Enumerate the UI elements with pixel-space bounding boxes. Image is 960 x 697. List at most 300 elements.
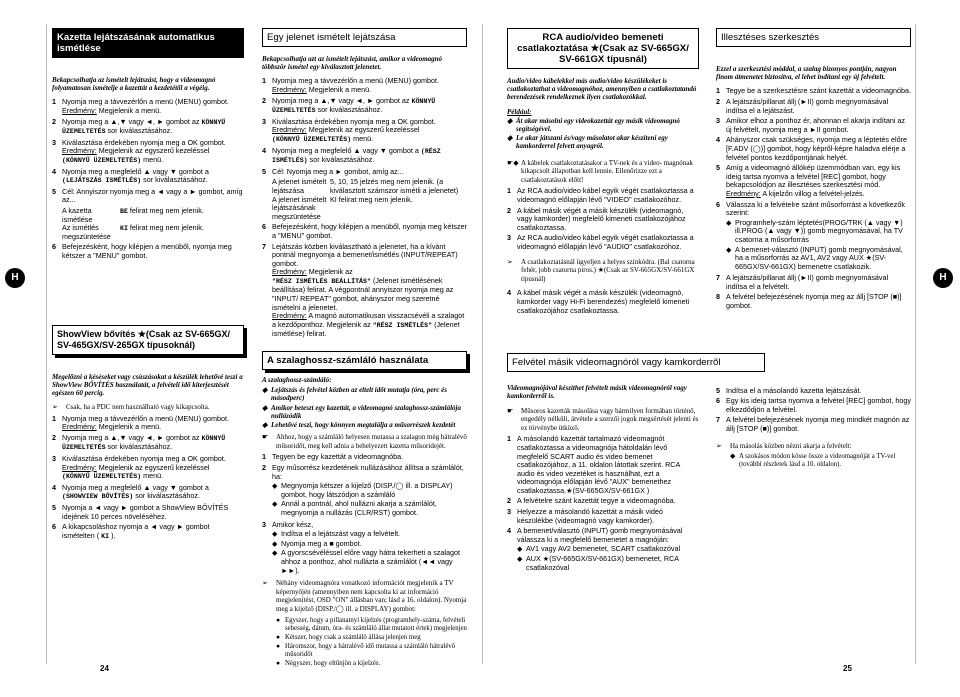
note-display xyxy=(262,579,467,613)
step-instruction-cont: menü. xyxy=(143,471,164,481)
step-item xyxy=(716,274,911,291)
language-tab-right: H xyxy=(933,268,953,288)
step-item xyxy=(262,168,467,177)
step-instruction: Helyezze a másolandó kazettát a másik videó készülékbe (videomagnó vagy kamkorder). xyxy=(517,507,663,525)
result-label: Eredmény: xyxy=(272,267,307,277)
step-number: 4 xyxy=(262,145,266,155)
step-instruction: Tegye be a szerkesztésre szánt kazettát a videomagnóba. xyxy=(726,86,911,96)
step-item xyxy=(52,415,244,432)
step-number: 6 xyxy=(262,222,266,232)
step-instruction: Nyomja meg a távvezérlőn a menü (MENU) gombot. xyxy=(272,76,439,86)
bullet-item xyxy=(276,643,467,659)
note-copy xyxy=(507,407,699,433)
result-label: Eredmény: xyxy=(62,422,97,432)
step-item xyxy=(52,168,244,186)
bullet-item xyxy=(272,540,467,549)
bullet-icon: ● xyxy=(276,642,281,650)
step-number: 3 xyxy=(52,454,56,464)
note-arrow-icon: ➢ xyxy=(507,257,513,266)
step-item xyxy=(716,201,911,273)
step-number: 1 xyxy=(507,186,511,196)
steps-list xyxy=(507,187,699,251)
step-item xyxy=(262,521,467,577)
step-text xyxy=(272,118,467,145)
display-bullets xyxy=(276,617,467,668)
step-item xyxy=(262,147,467,166)
section-title: Kazetta lejátszásának automatikus ismétlése xyxy=(52,28,244,58)
step-item xyxy=(507,497,699,506)
bullet-icon: ◆ xyxy=(517,544,523,554)
step-item xyxy=(716,117,911,134)
option-label: A jelenet ismételt lejátszása xyxy=(272,177,327,195)
step-text xyxy=(272,223,467,240)
page-number-left: 24 xyxy=(100,664,109,673)
step-text xyxy=(272,453,467,462)
bullet-icon: ◆ xyxy=(726,217,732,227)
step-number: 4 xyxy=(507,288,511,298)
step-text xyxy=(726,274,911,291)
result-label: Eredmény: xyxy=(726,188,761,198)
step-number: 2 xyxy=(52,432,56,442)
step-item xyxy=(716,98,911,115)
step-instruction: A bemenet/választó (INPUT) gomb megnyomásával válassza ki a megfelelő bemenetet a magnóján: xyxy=(517,526,683,544)
bullet-icon: ◆ xyxy=(272,529,278,539)
menu-item-text: (KÖNNYŰ ÜZEMELTETÉS) xyxy=(62,156,142,164)
bullet-text: Annál a pontnál, ahol nullázni akarja a számlálót, megnyomja a nullázás (CLR/RST) gombot. xyxy=(281,499,437,517)
step-number: 6 xyxy=(716,396,720,406)
bullet-item xyxy=(507,134,699,150)
bullet-item xyxy=(262,386,467,402)
hint xyxy=(507,159,699,185)
step-instruction: Nyomja meg a megfelelő ▲ vagy ▼ gombot a xyxy=(272,145,419,155)
center-divider xyxy=(482,24,483,664)
step-instruction: Befejezésként, hogy kilépjen a menüből, nyomja meg kétszer a "MENU" gombot. xyxy=(62,242,232,260)
bullet-item xyxy=(262,404,467,420)
step-text xyxy=(272,168,467,177)
column-2 xyxy=(262,28,467,669)
step-item xyxy=(262,118,467,145)
step-instruction: A másolandó kazettát tartalmazó videomagnót csatlakoztassa a videomagnója hátoldalán lévő megfelelő SCART audio és video bemenet csatlakozójához, a 11. oldalon látottak szerint. RCA audio és video vezetéket is használhat, ezt a videomagnója előlapján lévő "AUX" bemenethez csatlakoztassa.★(SV-665GX/SV-661GX ) xyxy=(517,434,680,495)
bullet-icon: ◆ xyxy=(272,481,278,491)
step-item xyxy=(262,77,467,94)
step-number: 2 xyxy=(716,97,720,106)
step-item xyxy=(716,136,911,162)
step-instruction: A kábel másik végét a másik készülék (videomagnó, kamkorder vagy Hi-Fi berendezés) megfelelő kimeneti csatlakozójához csatlakoztassa. xyxy=(517,288,690,315)
bullet-item xyxy=(276,617,467,633)
bullet-text: Négyszer, hogy eltűnjön a kijelzés. xyxy=(285,659,381,667)
result-text: Megjelenik az xyxy=(308,267,353,277)
step-text xyxy=(62,523,244,541)
steps-list xyxy=(262,77,467,339)
step-text xyxy=(517,187,699,204)
step-text xyxy=(272,464,467,519)
bullet-text: A gyorscsévéléssel előre vagy hátra tekerheti a szalagot ahhoz a ponthoz, ahol nullázta a számlálót (◄◄ vagy ►►). xyxy=(281,548,460,575)
step-item xyxy=(716,293,911,310)
step-instruction-cont: menü. xyxy=(143,154,164,164)
option-value: KI felirat meg nem jelenik. xyxy=(330,194,413,204)
option-label: Az ismétlés megszüntetése xyxy=(62,223,111,241)
left-divider xyxy=(46,24,47,664)
step-item xyxy=(507,435,699,495)
option-desc: felirat meg nem jelenik. xyxy=(129,223,204,233)
step-text xyxy=(726,416,911,433)
result-text: Megjelenik a menü. xyxy=(308,85,372,94)
step-number: 3 xyxy=(262,519,266,529)
bullet-icon: ◆ xyxy=(262,386,268,395)
note xyxy=(52,403,244,412)
intro-text-showview: Megelőzni a késéseket vagy csúszásokat a készülék lehetővé teszi a ShowView BŐVÍTÉS használatát, a felvételi idő kiterjesztését egészen 60 percig. xyxy=(52,372,243,397)
step-item xyxy=(716,87,911,96)
step-number: 4 xyxy=(507,526,511,536)
menu-item-text: (KÖNNYŰ ÜZEMELTETÉS) xyxy=(62,473,142,481)
step-text xyxy=(726,87,911,96)
result-label: Eredmény: xyxy=(62,462,97,472)
step-instruction: Egy kis ideig tartsa nyomva a felvétel [REC] gombot, hogy elkezdődjön a felvétel. xyxy=(726,396,911,414)
step-number: 4 xyxy=(52,166,56,176)
step-instruction: A kikapcsoláshoz nyomja a ◄ vagy ► gombot ismételten ( xyxy=(62,522,210,540)
step-number: 1 xyxy=(262,76,266,86)
bullet-text: Programhely-szám léptetés(PROG/TRK (▲ vagy ▼) ill.PROG (▲ vagy ▼)) gomb megnyomásával, ha TV csatorna a műsorforrás xyxy=(735,217,903,244)
bullet-text: A szokásos módon kösse össze a videomagnóját a TV-vel (további részletek lásd a 10. oldalon). xyxy=(739,453,896,469)
hand-icon: ☛ xyxy=(262,433,269,442)
bullet-item xyxy=(276,634,467,642)
step-instruction: Nyomja meg a távvezérlőn a menü (MENU) gombot. xyxy=(62,413,229,423)
bullet-text: AV1 vagy AV2 bemenetet, SCART csatlakozóval xyxy=(526,544,681,554)
step-text xyxy=(517,289,699,315)
step-item xyxy=(507,234,699,251)
step-instruction: Kiválasztása érdekében nyomja meg a OK gombot. xyxy=(62,454,226,464)
copy-steps xyxy=(507,435,699,573)
menu-item-text: (RÉSZ ISMÉTLÉS) xyxy=(272,147,441,165)
bullet-item xyxy=(272,482,467,499)
step-item xyxy=(716,164,911,198)
step-number: 2 xyxy=(262,463,266,473)
bullet-item xyxy=(517,545,699,554)
step-item xyxy=(262,464,467,519)
step-text xyxy=(62,415,244,432)
step-number: 1 xyxy=(507,434,511,444)
step-instruction: A kábel másik végét a másik készülék (videomagnó, vagy kamkorder) megfelelő kimeneti csatlakozójához csatlakoztassa. xyxy=(517,205,686,232)
step-number: 1 xyxy=(52,97,56,107)
step-instruction: A lejátszás/pillanat állj (►II) gomb megnyomásával indítsa el a felvételt. xyxy=(726,273,889,291)
hand-icon: ☛ xyxy=(507,406,514,415)
step-instruction: Amikor kész, xyxy=(272,519,314,529)
step-number: 2 xyxy=(262,95,266,105)
result-text: Megjelenik az egyszerű kezeléssel xyxy=(98,146,210,156)
step-item xyxy=(52,504,244,521)
bullet-text: Le akar játszani és/vagy másolatot akar készíteni egy kamkorderrel felvett anyagról. xyxy=(516,134,668,151)
step-instruction-cont: Nyomja meg a ► gombot, amíg az... xyxy=(286,166,404,176)
note-text: Ha másolás közben nézni akarja a felvételt: xyxy=(730,441,852,450)
step-item xyxy=(507,289,699,315)
menu-item-text: KÖNNYŰ ÜZEMELTETÉS xyxy=(62,118,226,136)
step-text xyxy=(726,201,911,273)
bullet-item xyxy=(272,500,467,517)
bullet-icon: ◆ xyxy=(507,134,513,143)
result-text: A magnó automatikusan visszacsévéli a szalagot a kezdőponthoz. Megjelenik az xyxy=(272,311,465,329)
step-instruction: A felvételre szánt kazettát tegye a videomagnóba. xyxy=(517,496,676,506)
step-text xyxy=(62,188,244,205)
step-instruction-cont: ). xyxy=(111,530,116,540)
section-title: Egy jelenet ismételt lejátszása xyxy=(262,28,467,47)
step-text xyxy=(62,98,244,115)
note-arrow-icon: ➢ xyxy=(716,441,722,450)
note-bullets xyxy=(730,453,911,469)
step-text xyxy=(517,497,699,506)
step-instruction: Nyomja meg a ▲,▼ vagy ◄, ► gombot az xyxy=(62,116,200,126)
menu-item-text: KÖNNYŰ ÜZEMELTETÉS xyxy=(272,97,436,115)
section-title-counter: A szalaghossz-számláló használata xyxy=(262,351,467,370)
bullet-icon: ◆ xyxy=(730,453,736,461)
step-instruction: Nyomja a ◄ vagy ► gombot a ShowView BŐVÍTÉS idejének 10 perces növeléséhez. xyxy=(62,503,229,521)
bullet-icon: ● xyxy=(276,633,281,641)
step-text xyxy=(62,139,244,166)
step-item xyxy=(52,484,244,502)
note-text: Műsoros kazetták másolása vagy bármilyen formában történő, engedély nélküli, átvétele a szerzői jogok megsértését jelenti és ez törvénybe ütköző. xyxy=(521,406,699,432)
step-number: 5 xyxy=(716,385,720,395)
bullet-item xyxy=(272,549,467,575)
step-instruction-cont: sor kiválasztásához. xyxy=(143,175,208,185)
step-result xyxy=(62,423,244,432)
step-number: 3 xyxy=(262,116,266,126)
sub-bullets xyxy=(726,219,911,272)
step-number: 3 xyxy=(716,116,720,126)
bullet-text: Háromszor, hogy a hátralévő idő mutassa a számláló hátralévõ műsoridőt xyxy=(285,642,456,658)
step-number: 1 xyxy=(716,86,720,96)
result-label: Eredmény: xyxy=(272,85,307,94)
result-text: Megjelenik a menü. xyxy=(98,106,162,115)
step-instruction: Kiválasztása érdekében nyomja meg a OK gombot. xyxy=(62,137,226,147)
step-text xyxy=(726,387,911,396)
step-item xyxy=(52,455,244,482)
bullet-item xyxy=(262,421,467,429)
option-label: A jelenet ismételt lejátszásának megszüntetése xyxy=(272,194,327,221)
step-item xyxy=(716,416,911,433)
step-result xyxy=(726,190,911,199)
step-item xyxy=(262,453,467,462)
step-instruction-cont: Annyiszor nyomja meg a ◄ vagy a ► gombot, amíg az... xyxy=(62,186,243,205)
option-label: A kazetta ismétlése xyxy=(62,205,93,224)
step-text xyxy=(517,207,699,233)
column-3 xyxy=(507,28,721,575)
step-instruction: Tegyen be egy kazettát a videomagnóba. xyxy=(272,452,404,462)
step-instruction: Nyomja meg a ▲,▼ vagy ◄, ► gombot az xyxy=(272,95,410,105)
step-number: 7 xyxy=(716,415,720,425)
counter-subtitle: A szalaghossz-számláló: xyxy=(262,376,332,385)
menu-item-text: (SHOWVIEW BŐVÍTÉS) xyxy=(62,493,134,501)
section-title-copy: Felvétel másik videomagnóról vagy kamkorderről xyxy=(507,353,765,372)
bullet-item xyxy=(276,660,467,668)
step-instruction: Az RCA audio/video kábel egyik végét csatlakoztassa a videomagnó előlapján lévő "AUDIO" csatlakozóhoz. xyxy=(517,233,694,251)
step-number: 3 xyxy=(507,233,511,243)
step-item xyxy=(52,434,244,453)
bullet-icon: ◆ xyxy=(262,421,268,430)
step-text xyxy=(62,243,244,260)
bullet-text: Kétszer, hogy csak a számláló állása jelenjen meg xyxy=(285,633,421,641)
step-number: 7 xyxy=(716,273,720,283)
step-instruction-cont: (Jelenet ismétlésének beállítása) felirat. A végpontnál annyiszor nyomja meg az "INPUT/ REPEAT" gombot, ahányszor meg szeretné ismételni a jelenetet. xyxy=(272,275,454,312)
bullet-text: A bemenet-választó (INPUT) gomb megnyomásával, ha a műsorforrás az AV1, AV2 vagy AUX ★(SV-665GX/SV-661GX) bemenetre csatlakozik. xyxy=(735,244,903,271)
intro-text: Audio/video kábelekkel más audio/video készülékeket is csatlakoztathat a videomagnóhoz, amennyiben a csatlakoztatandó berendezések rendelkeznek ilyen csatlakozókkal. xyxy=(507,77,697,102)
note xyxy=(716,442,911,451)
column-1 xyxy=(52,28,244,543)
menu-item-text: KI xyxy=(120,225,128,233)
menu-item-text: "RÉSZ ISMÉTLÉS BEÁLLÍTÁS" xyxy=(272,277,371,285)
bullet-item xyxy=(726,246,911,272)
step-number: 3 xyxy=(507,507,511,517)
bullet-icon: ◆ xyxy=(517,554,523,564)
step-instruction: Cél: xyxy=(272,166,285,176)
step-instruction: Nyomja meg a megfelelő ▲ vagy ▼ gombot a xyxy=(62,482,209,492)
bullet-icon: ◆ xyxy=(272,499,278,509)
step-number: 6 xyxy=(52,242,56,252)
step-text xyxy=(726,164,911,198)
step-item xyxy=(262,243,467,340)
step-text xyxy=(62,504,244,521)
option-value xyxy=(120,224,244,241)
step-item xyxy=(52,243,244,260)
step-instruction-cont: sor kiválasztásához. xyxy=(107,126,173,136)
step-text xyxy=(272,147,467,166)
step-instruction: Nyomja meg a távvezérlőn a menü (MENU) gombot. xyxy=(62,97,229,107)
result-text: Megjelenik az egyszerű kezeléssel xyxy=(308,125,420,135)
bullet-icon: ◆ xyxy=(507,116,513,125)
result-text: A kijelzőn villog a felvétel-jelzés. xyxy=(762,188,865,198)
result-label: Eredmény: xyxy=(62,146,97,156)
step-text xyxy=(726,117,911,134)
section-title-showview: ShowView bővítés ★(Csak az SV-665GX/ SV-465GX/SV-265GX típusoknál) xyxy=(52,325,244,355)
intro-text: Bekapcsolhatja az ismételt lejátszást, hogy a videomagnó folyamatosan ismételje a kazettát a kezdetétől a végéig. xyxy=(52,76,216,93)
steps-list-showview xyxy=(52,415,244,542)
result-label: Eredmény: xyxy=(272,311,307,321)
section-title: Illesztéses szerkesztés xyxy=(716,28,911,47)
step-number: 6 xyxy=(716,199,720,209)
bullet-text: Nyomja meg a ■ gombot. xyxy=(281,538,362,548)
bullet-item xyxy=(726,219,911,245)
steps-list xyxy=(716,87,911,310)
note xyxy=(507,258,699,284)
step-text xyxy=(517,527,699,573)
bullet-icon: ◆ xyxy=(272,538,278,548)
step-instruction: A felvétel befejezésének nyomja meg az állj [STOP (■)] gombot. xyxy=(726,292,902,311)
intro-text: Ezzel a szerkesztési móddal, a szalag bizonyos pontján, nagyon finom átmenetet biztosítva, el lehet indítani egy új felvételt. xyxy=(716,65,897,82)
column-4 xyxy=(716,28,911,470)
step-instruction: Amikor elhoz a ponthoz ér, ahonnan el akarja indítani az új felvételt, nyomja meg a ►II gombot. xyxy=(726,116,906,134)
option-value: 5, 10, 15 jelzés meg nem jelenik. (a kiválasztott számszor ismétli a jelenetet) xyxy=(330,177,459,195)
bullet-icon: ◆ xyxy=(726,244,732,254)
bullet-text: Amikor beteszt egy kazettát, a videomagnó szalaghossz-számlálója nullázódik xyxy=(271,403,461,420)
steps-list-2 xyxy=(507,289,699,315)
step-text xyxy=(272,77,467,94)
bullet-text: AUX ★(SV-665GX/SV-661GX) bemenetet, RCA csatlakozóval xyxy=(526,554,679,572)
note-arrow-icon: ➢ xyxy=(262,579,268,588)
intro-text: Bekapcsolhatja azt az ismételt lejátszást, amikor a videomagnó többször ismétel egy kiválasztott jelenetet. xyxy=(262,55,443,72)
bullet-text: Át akar másolni egy videokazettát egy másik videomagnó segítségével. xyxy=(516,116,680,134)
menu-item-text: KI xyxy=(101,532,110,540)
example-bullets xyxy=(507,117,699,151)
step-number: 4 xyxy=(52,482,56,492)
step-result xyxy=(272,312,467,339)
note-text: A csatlakoztatásnál ügyeljen a helyes színkódra. (Bal csatorna fehér, jobb csatorna piros.) ★(Csak az SV-665GX/SV-661GX típusnál) xyxy=(521,257,695,283)
step-number: 5 xyxy=(52,186,56,196)
step-text xyxy=(517,508,699,525)
step-text xyxy=(62,484,244,502)
menu-item-text: (LEJÁTSZÁS ISMÉTLÉS) xyxy=(62,177,142,185)
step-number: 5 xyxy=(52,503,56,513)
step-result xyxy=(272,86,467,95)
sub-bullets xyxy=(272,482,467,517)
bullet-icon: ● xyxy=(276,616,281,624)
step-number: 3 xyxy=(52,137,56,147)
bullet-item xyxy=(730,453,911,469)
step-item xyxy=(507,527,699,573)
page-number-right: 25 xyxy=(843,664,852,673)
step-item xyxy=(262,97,467,116)
result-text: Megjelenik a menü. xyxy=(98,422,162,432)
bullet-text: Lejátszás és felvétel közben az eltelt idõt mutatja (óra, perc és másodperc) xyxy=(271,386,447,403)
note-text: Csak, ha a PDC nem használható vagy kikapcsolta. xyxy=(66,403,210,412)
step-number: 2 xyxy=(507,496,511,506)
note-text: Ahhoz, hogy a számláló helyesen mutassa a szalagon még hátralévő műsoridőt, meg kell adnia a behelyezett kazetta műsoridejét. xyxy=(276,433,467,450)
step-text xyxy=(62,118,244,137)
steps-list xyxy=(52,98,244,260)
step-number: 1 xyxy=(262,452,266,462)
step-instruction: Cél: xyxy=(62,186,75,196)
step-instruction: Lejátszás közben kiválasztható a jelenetet, ha a kívánt pontnál megnyomja a bemenet/ismétlés (INPUT/REPEAT) gombot. xyxy=(272,241,458,268)
step-text xyxy=(272,243,467,340)
step-number: 1 xyxy=(52,413,56,423)
option-table xyxy=(272,178,467,221)
step-item xyxy=(52,98,244,115)
hand-icon: ☛◆ xyxy=(507,158,519,167)
step-instruction-cont: menü. xyxy=(353,133,374,143)
note-text: Néhány videomagnóra vonatkozó információt megjelenik a TV képernyőjén (amennyiben nem kapcsolta ki az információ megjelenítést, OSD "ON" állásban van; lásd a 16. oldalon). Nyomja meg a kijelző (DISP./◯ ill. a DISPLAY) gombot: xyxy=(276,579,467,613)
step-number: 6 xyxy=(52,522,56,532)
step-item xyxy=(716,397,911,414)
bullet-text: Lehetővé teszi, hogy könnyen megtalálja a műsorrészek kezdetét xyxy=(271,421,456,430)
step-instruction: Egy műsorrész kezdetének nullázásához állítsa a számlálót, ha: xyxy=(272,463,464,481)
step-text xyxy=(517,234,699,251)
menu-item-text: (KÖNNYŰ ÜZEMELTETÉS) xyxy=(272,135,352,143)
step-instruction-cont: sor kiválasztásához. xyxy=(309,155,375,165)
bullet-item xyxy=(517,555,699,572)
step-item xyxy=(507,508,699,525)
step-instruction: Indítsa el a másolandó kazetta lejátszását. xyxy=(726,385,862,395)
bullet-text: Indítsa el a lejátszást vagy a felvételt. xyxy=(281,529,401,539)
sub-bullets xyxy=(517,545,699,572)
step-instruction-cont: sor kiválasztásához. xyxy=(317,105,383,115)
counter-steps xyxy=(262,453,467,576)
step-instruction: Ahányszor csak szükséges, nyomja meg a léptetés előre [F.ADV (◯)] gombot, hogy képről-képre haladva elérje a felvétel pontos kezdőpontjának helyét. xyxy=(726,135,907,162)
bullet-text: Megnyomja kétszer a kijelző (DISP./◯ ill. a DISPLAY) gombot, hogy látszódjon a számláló xyxy=(281,481,453,499)
step-item xyxy=(52,188,244,205)
step-text xyxy=(272,97,467,116)
step-instruction: Amíg a videomagnó állókép üzemmódban van, egy kis ideig tartsa nyomva a felvétel [REC] gombot, hogy bekapcsolódjon az illesztéses szerkesztési mód. xyxy=(726,163,901,190)
bullet-item xyxy=(272,530,467,539)
step-instruction: Kiválasztása érdekében nyomja meg a OK gombot. xyxy=(272,116,436,126)
counter-bullets xyxy=(262,386,467,429)
step-text xyxy=(272,521,467,577)
menu-item-text: BE xyxy=(120,207,128,215)
menu-item-text: "RÉSZ ISMÉTLÉS" xyxy=(372,321,433,329)
step-text xyxy=(62,168,244,186)
step-number: 7 xyxy=(262,241,266,251)
bullet-item xyxy=(507,117,699,133)
step-text xyxy=(726,397,911,414)
step-instruction: Befejezésként, hogy kilépjen a menüből, nyomja meg kétszer a "MENU" gombot. xyxy=(272,222,467,240)
step-instruction: Válassza ki a felvételre szánt műsorforrást a következők szerint: xyxy=(726,199,905,218)
intro-text-copy: Videomagnójával készíthet felvételt másik videomagnóról vagy kamkorderről is. xyxy=(507,384,687,401)
